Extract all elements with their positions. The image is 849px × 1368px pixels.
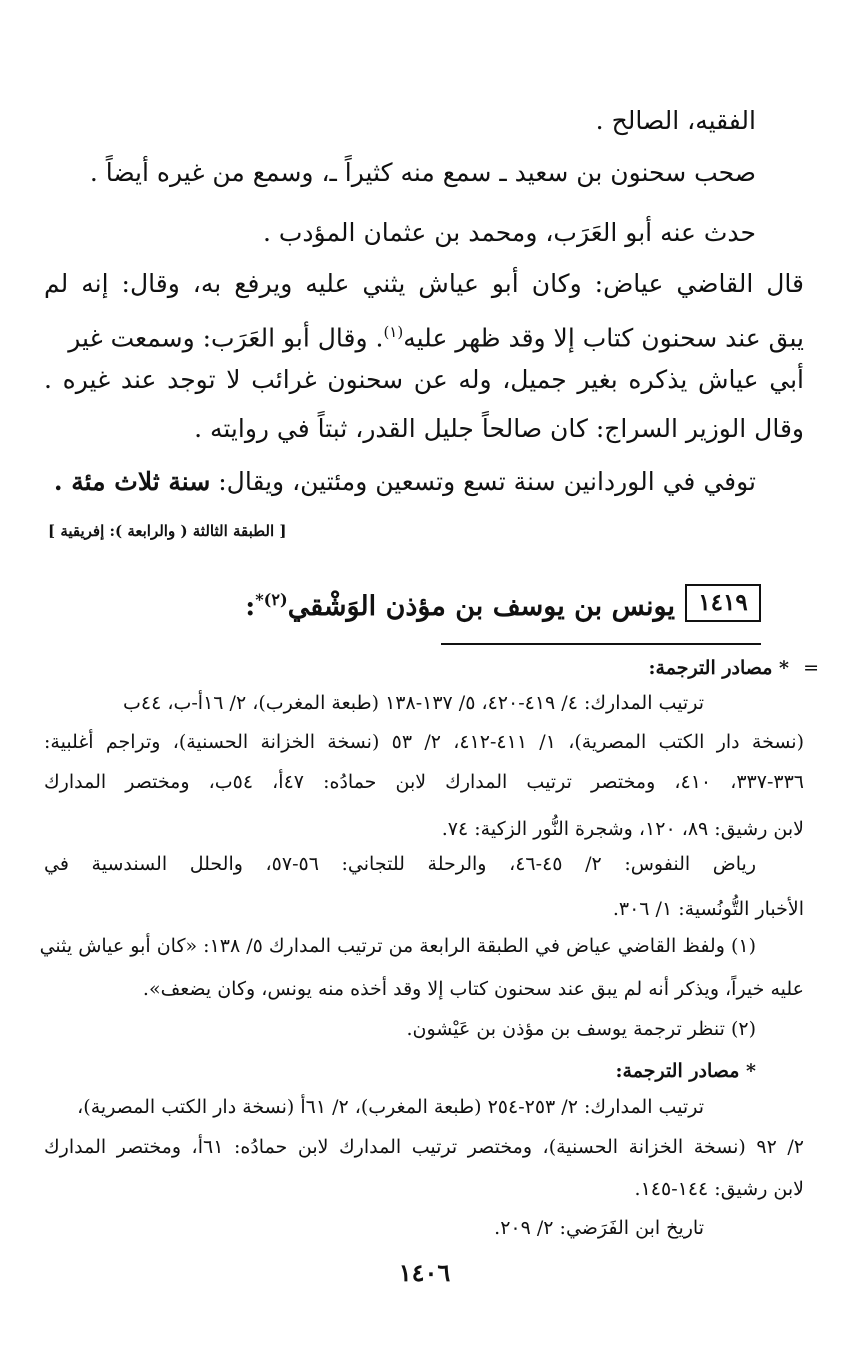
entry-heading xyxy=(91,572,761,628)
body-line-3: حدث عنه أبو العَرَب، ومحمد بن عثمان المؤدب . xyxy=(263,218,756,247)
body-line-5-start: يبق عند سحنون كتاب إلا وقد ظهر عليه xyxy=(403,323,804,353)
sources-heading-1: * مصادر الترجمة: xyxy=(648,657,789,679)
sources-2-line-2: ٢/ ٩٢ (نسخة الخزانة الحسنية)، ومختصر ترتيب المدارك لابن حمادُه: ٦١أ، ومختصر المدارك xyxy=(44,1136,804,1158)
sources-1-line-6: الأخبار التُّونُسية: ١/ ٣٠٦. xyxy=(612,898,804,920)
sources-2-line-3: لابن رشيق: ١٤٤-١٤٥. xyxy=(634,1178,804,1200)
sources-heading-2: * مصادر الترجمة: xyxy=(615,1060,756,1082)
note-1-line-1: (١) ولفظ القاضي عياض في الطبقة الرابعة من ترتيب المدارك ٥/ ١٣٨: «كان أبو عياش يثني xyxy=(39,935,756,957)
body-line-8 xyxy=(54,467,756,496)
entry-title-wrap xyxy=(245,572,675,635)
sources-2-line-1: ترتيب المدارك: ٢/ ٢٥٣-٢٥٤ (طبعة المغرب)، ٢/ ٦١أ (نسخة دار الكتب المصرية)، xyxy=(77,1096,704,1118)
body-line-6: أبي عياش يذكره بغير جميل، وله عن سحنون غرائب لا توجد عند غيره . xyxy=(44,365,804,394)
sources-2-line-4: تاريخ ابن الفَرَضي: ٢/ ٢٠٩. xyxy=(494,1217,704,1239)
page-number: ١٤٠٦ xyxy=(398,1258,451,1287)
sources-1-line-2: (نسخة دار الكتب المصرية)، ١/ ٤١١-٤١٢، ٢/ ٥٣ (نسخة الخزانة الحسنية)، وتراجم أغلبية: xyxy=(44,731,804,753)
sources-1-line-4: لابن رشيق: ٨٩، ١٢٠، وشجرة النُّور الزكية: ٧٤. xyxy=(441,818,804,840)
sources-1-line-1: ترتيب المدارك: ٤/ ٤١٩-٤٢٠، ٥/ ١٣٧-١٣٨ (طبعة المغرب)، ٢/ ١٦أ-ب، ٤٤ب xyxy=(123,692,704,714)
body-line-5-end: . وقال أبو العَرَب: وسمعت غير xyxy=(68,323,384,353)
body-line-1: الفقيه، الصالح . xyxy=(595,106,756,135)
sources-marker: = xyxy=(803,657,819,679)
sources-1-line-5: رياض النفوس: ٢/ ٤٥-٤٦، والرحلة للتجاني: ٥٦-٥٧، والحلل السندسية في xyxy=(44,853,756,875)
body-line-4: قال القاضي عياض: وكان أبو عياش يثني عليه ويرفع به، وقال: إنه لم xyxy=(44,269,804,298)
class-label: [ الطبقة الثالثة ( والرابعة ): إفريقية ] xyxy=(48,522,287,540)
sources-1-line-3: ٣٣٦-٣٣٧، ٤١٠، ومختصر ترتيب المدارك لابن حمادُه: ٤٧أ، ٥٤ب، ومختصر المدارك xyxy=(44,771,804,793)
death-alt-year: سنة ثلاث مئة . xyxy=(53,467,211,496)
footnote-rule xyxy=(441,643,761,645)
body-line-7: وقال الوزير السراج: كان صالحاً جليل القدر، ثبتاً في روايته . xyxy=(194,414,804,443)
entry-title: يونس بن يوسف بن مؤذن الوَشْقي xyxy=(287,591,675,622)
footnote-ref-1: (١) xyxy=(383,323,404,341)
entry-number: ١٤١٩ xyxy=(685,584,761,622)
entry-refs: (٢)* xyxy=(255,590,288,609)
body-line-2: صحب سحنون بن سعيد ـ سمع منه كثيراً ـ، وسمع من غيره أيضاً . xyxy=(89,158,756,187)
note-2: (٢) تنظر ترجمة يوسف بن مؤذن بن عَيْشون. xyxy=(406,1018,756,1040)
death-text: توفي في الوردانين سنة تسع وتسعين ومئتين، ويقال: xyxy=(210,467,756,496)
entry-colon: : xyxy=(245,591,256,622)
body-line-5 xyxy=(68,323,804,352)
note-1-line-2: عليه خيراً، ويذكر أنه لم يبق عند سحنون كتاب إلا وقد أخذه منه يونس، وكان يضعف». xyxy=(142,978,804,1000)
